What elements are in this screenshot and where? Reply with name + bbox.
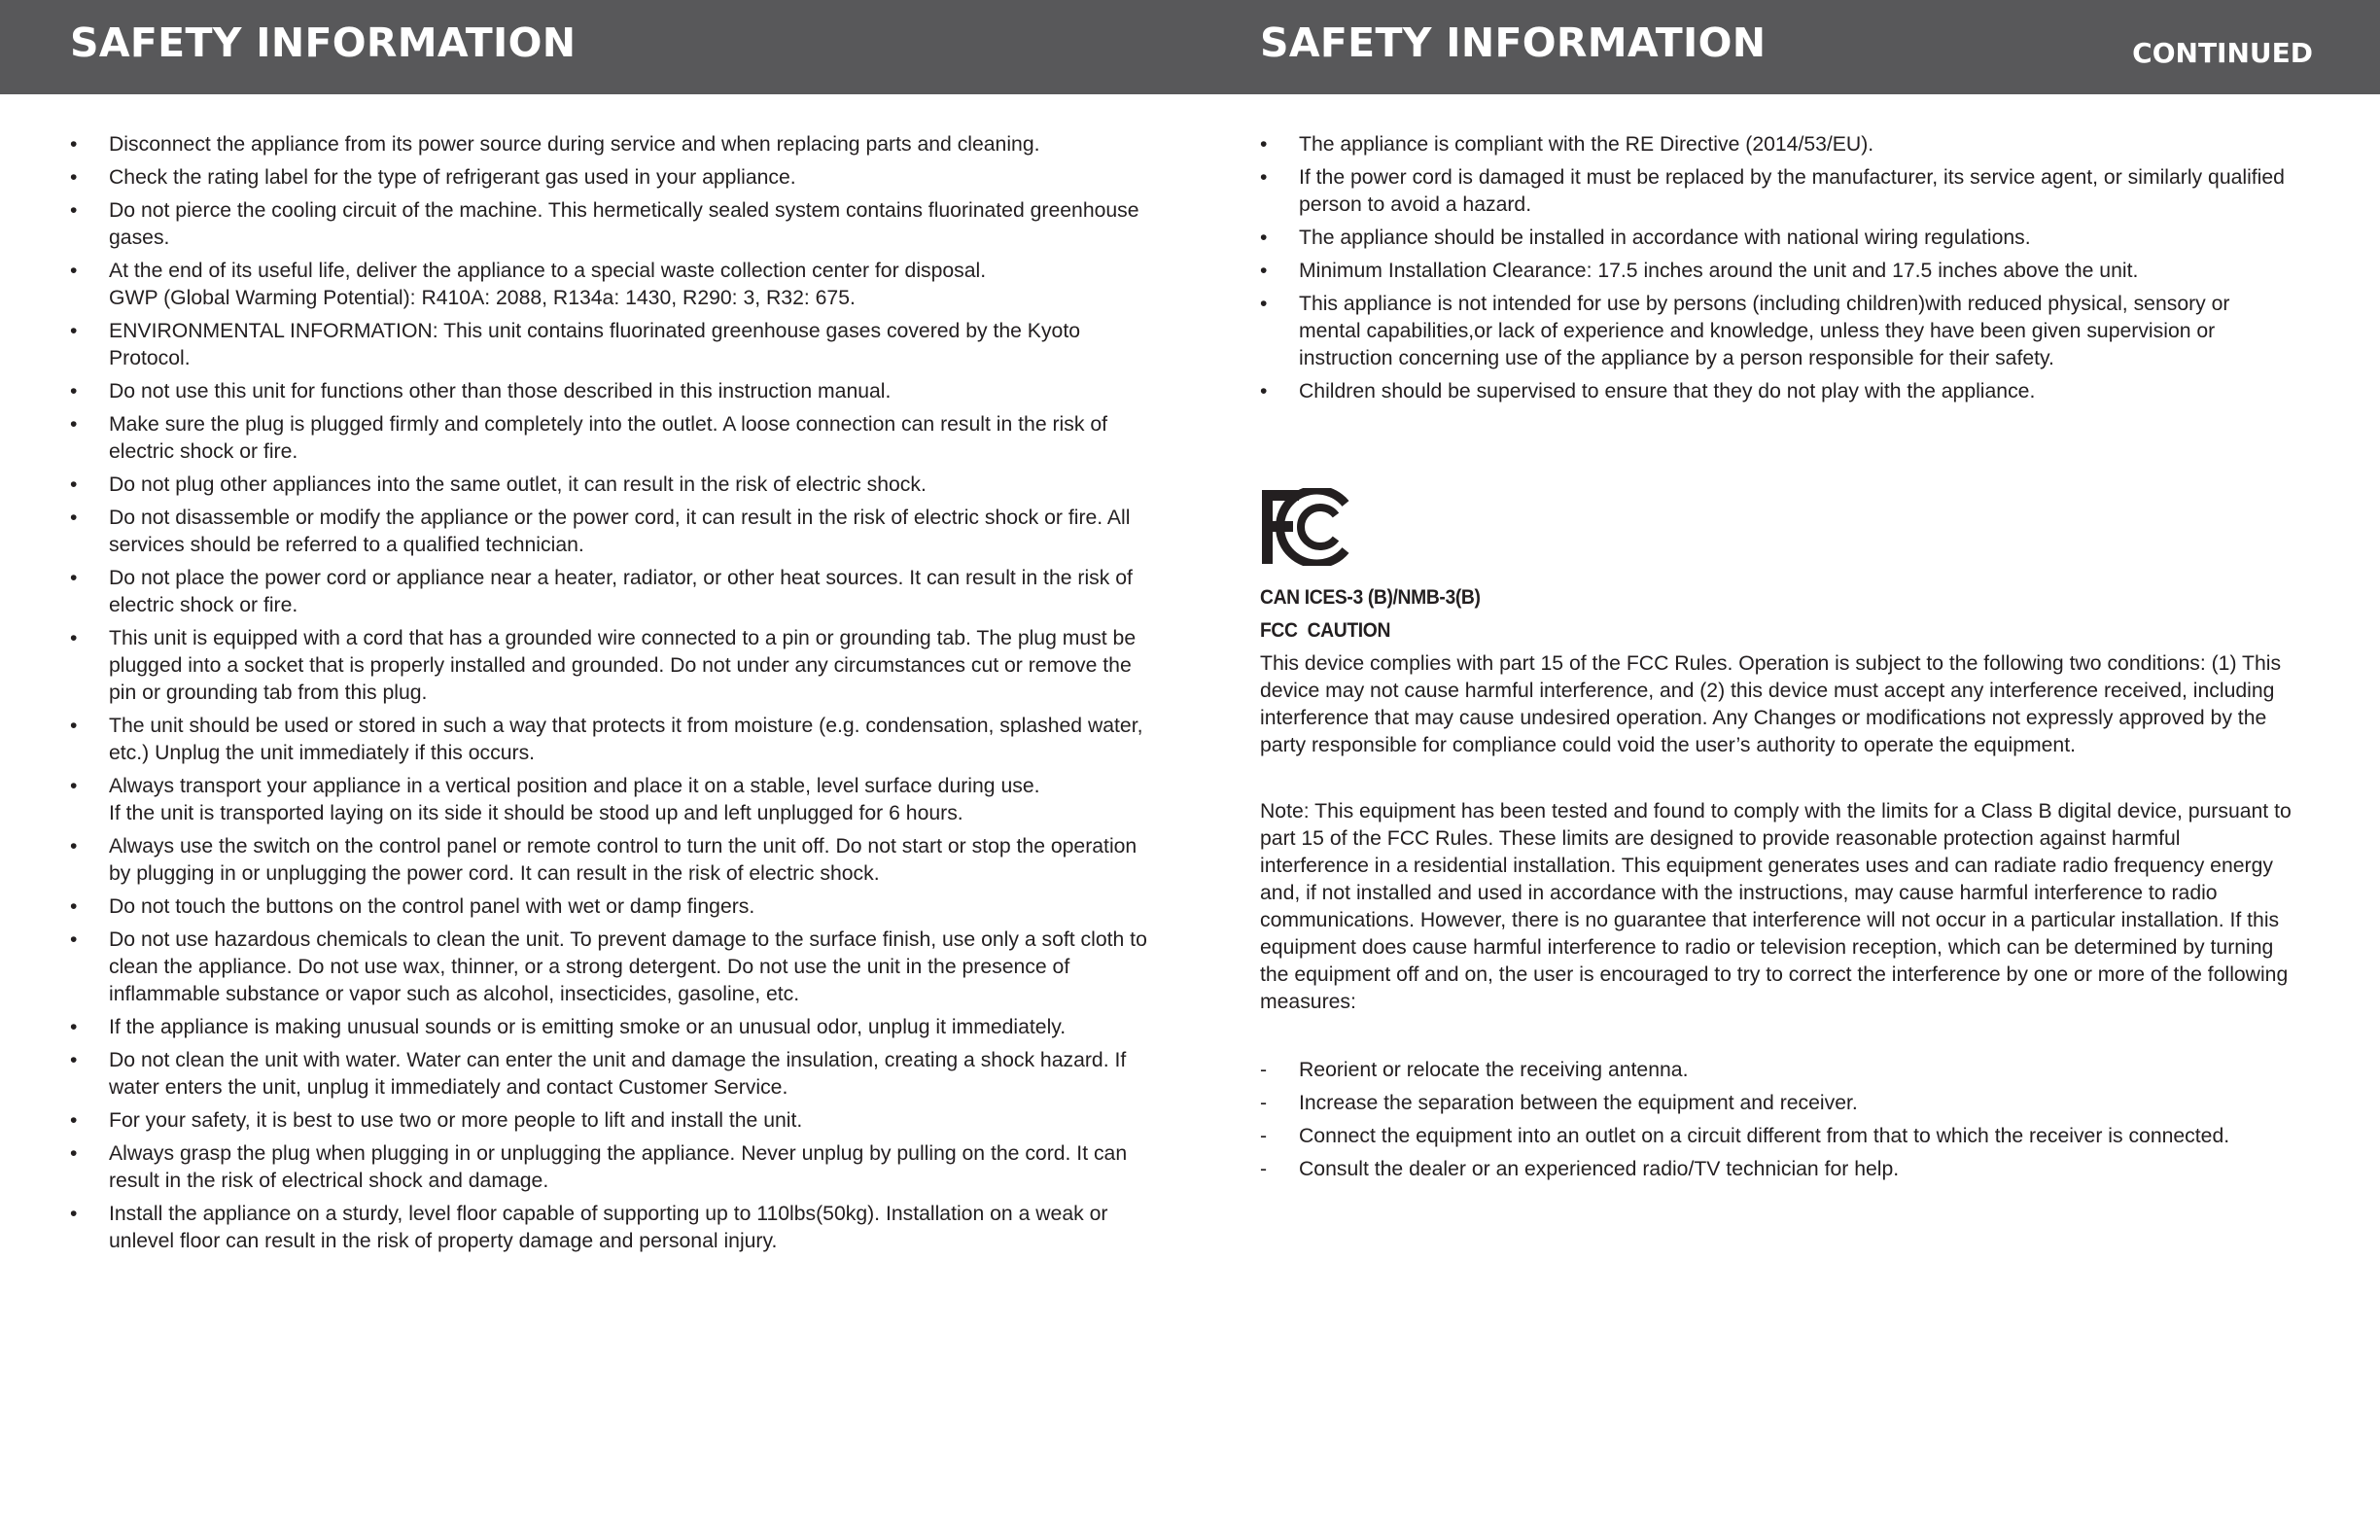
safety-list-item: • The unit should be used or stored in such a way that protects it from moisture (e.g. condensation, splashed water, etc.) Unplug the unit immediately if this occurs. [70, 713, 1161, 767]
safety-list-item: • Install the appliance on a sturdy, level floor capable of supporting up to 110lbs(50kg). Installation on a weak or unlevel floor can result in the risk of property damage and personal injury. [70, 1201, 1161, 1255]
continued-label: CONTINUED [2132, 37, 2313, 69]
left-header-bar [0, 0, 1190, 94]
safety-list-item: • Do not place the power cord or appliance near a heater, radiator, or other heat sources. It can result in the risk of electric shock or fire. [70, 565, 1161, 619]
fcc-note-paragraph: Note: This equipment has been tested and found to comply with the limits for a Class B digital device, pursuant to part 15 of the FCC Rules. These limits are designed to provide reasonable protection against harmful interference in a residential installation. This equipment generates uses and can radiate radio frequency energy and, if not installed and used in accordance with the instructions, may cause harmful interference to radio communications. However, there is no guarantee that interference will not occur in a particular installation. If this equipment does cause harmful interference to radio or television reception, which can be determined by turning the equipment off and on, the user is encouraged to try to correct the interference by one or more of the following measures: [1260, 800, 2292, 1013]
safety-list-item: • Do not use hazardous chemicals to clean the unit. To prevent damage to the surface finish, use only a soft cloth to clean the appliance. Do not use wax, thinner, or a strong detergent. Do not use the unit in the presence of inflammable substance or vapor such as alcohol, insecticides, gasoline, etc. [70, 927, 1161, 1008]
safety-list-item: • Always grasp the plug when plugging in or unplugging the appliance. Never unplug by pulling on the cord. It can result in the risk of electrical shock and damage. [70, 1140, 1161, 1195]
safety-list-item: • Do not pierce the cooling circuit of the machine. This hermetically sealed system contains fluorinated greenhouse gases. [70, 197, 1161, 252]
safety-list-item: • This appliance is not intended for use by persons (including children)with reduced physical, sensory or mental capabilities,or lack of experience and knowledge, unless they have been given supervision or instruction concerning use of the appliance by a person responsible for their safety. [1260, 291, 2292, 372]
safety-list-item: • Disconnect the appliance from its power source during service and when replacing parts and cleaning. [70, 131, 1161, 158]
safety-list-item: • Do not use this unit for functions other than those described in this instruction manual. [70, 378, 1161, 405]
measures-section [1260, 1057, 2292, 1189]
fcc-logo-icon [1260, 488, 1353, 566]
safety-list-item: • The appliance should be installed in accordance with national wiring regulations. [1260, 225, 2292, 252]
right-header-title: SAFETY INFORMATION [1260, 19, 1767, 66]
safety-list-item: • Do not plug other appliances into the same outlet, it can result in the risk of electric shock. [70, 472, 1161, 499]
safety-list-item: • Children should be supervised to ensure that they do not play with the appliance. [1260, 378, 2292, 405]
safety-list-item: • Always transport your appliance in a vertical position and place it on a stable, level surface during use. If the unit is transported laying on its side it should be stood up and left unplugged for 6 hours. [70, 773, 1161, 827]
ices-label: CAN ICES-3 (B)/NMB-3(B) [1260, 586, 1481, 609]
measure-item: - Connect the equipment into an outlet on a circuit different from that to which the receiver is connected. [1260, 1123, 2292, 1150]
fcc-section [1260, 584, 2292, 1055]
safety-list-item: • Make sure the plug is plugged firmly and completely into the outlet. A loose connection can result in the risk of electric shock or fire. [70, 411, 1161, 466]
measure-item: - Consult the dealer or an experienced radio/TV technician for help. [1260, 1156, 2292, 1183]
safety-list-item: • Do not clean the unit with water. Water can enter the unit and damage the insulation, creating a shock hazard. If water enters the unit, unplug it immediately and contact Customer Service. [70, 1047, 1161, 1102]
left-content [70, 131, 1161, 1261]
safety-list-item: • If the appliance is making unusual sounds or is emitting smoke or an unusual odor, unplug it immediately. [70, 1014, 1161, 1041]
left-safety-list [70, 131, 1161, 1255]
safety-list-item: • At the end of its useful life, deliver the appliance to a special waste collection center for disposal. GWP (Global Warming Potential): R410A: 2088, R134a: 1430, R290: 3, R32: 675. [70, 258, 1161, 312]
right-page [1190, 0, 2380, 1540]
safety-list-item: • Check the rating label for the type of refrigerant gas used in your appliance. [70, 164, 1161, 192]
safety-list-item: • Minimum Installation Clearance: 17.5 inches around the unit and 17.5 inches above the unit. [1260, 258, 2292, 285]
safety-list-item: • Always use the switch on the control panel or remote control to turn the unit off. Do not start or stop the operation by plugging in or unplugging the power cord. It can result in the risk of electric shock. [70, 833, 1161, 888]
right-content [1260, 131, 2292, 411]
right-safety-list [1260, 131, 2292, 405]
fcc-compliance-paragraph: This device complies with part 15 of the FCC Rules. Operation is subject to the following two conditions: (1) This device may not cause harmful interference, and (2) this device must accept any interference received, including interference that may cause undesired operation. Any Changes or modifications not expressly approved by the party responsible for compliance could void the user’s authority to operate the equipment. [1260, 652, 2282, 756]
measure-item: - Reorient or relocate the receiving antenna. [1260, 1057, 2292, 1084]
safety-list-item: • Do not touch the buttons on the control panel with wet or damp fingers. [70, 893, 1161, 921]
safety-list-item: • This unit is equipped with a cord that has a grounded wire connected to a pin or grounding tab. The plug must be plugged into a socket that is properly installed and grounded. Do not under any circumstances cut or remove the pin or grounding tab from this plug. [70, 625, 1161, 707]
safety-list-item: • If the power cord is damaged it must be replaced by the manufacturer, its service agent, or similarly qualified person to avoid a hazard. [1260, 164, 2292, 219]
fcc-caution-label: FCC CAUTION [1260, 619, 1391, 642]
safety-list-item: • The appliance is compliant with the RE Directive (2014/53/EU). [1260, 131, 2292, 158]
measure-item: - Increase the separation between the equipment and receiver. [1260, 1090, 2292, 1117]
left-header-title: SAFETY INFORMATION [70, 19, 577, 66]
safety-list-item: • Do not disassemble or modify the appliance or the power cord, it can result in the risk of electric shock or fire. All services should be referred to a qualified technician. [70, 505, 1161, 559]
measures-list [1260, 1057, 2292, 1183]
safety-list-item: • For your safety, it is best to use two or more people to lift and install the unit. [70, 1107, 1161, 1135]
safety-list-item: • ENVIRONMENTAL INFORMATION: This unit contains fluorinated greenhouse gases covered by the Kyoto Protocol. [70, 318, 1161, 372]
right-header-bar [1190, 0, 2380, 94]
